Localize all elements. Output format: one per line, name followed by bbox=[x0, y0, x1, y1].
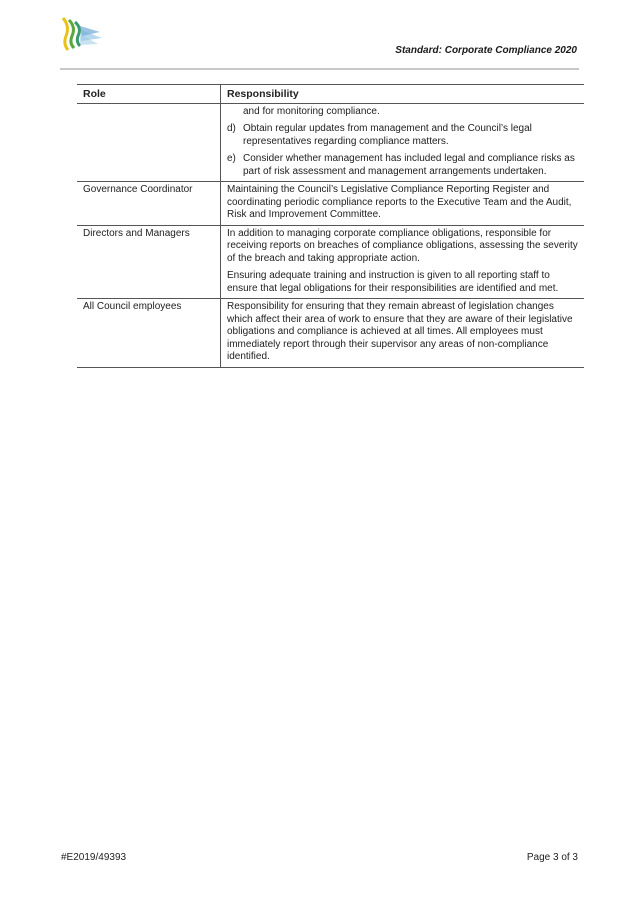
list-item bbox=[227, 153, 578, 178]
responsibility-cell bbox=[221, 103, 585, 182]
continued-text: and for monitoring compliance. bbox=[243, 105, 380, 117]
page-number: Page 3 of 3 bbox=[526, 852, 578, 863]
list-marker: d) bbox=[227, 123, 236, 134]
responsibility-text: In addition to managing corporate compliance obligations, responsible for receiving reports on breaches of compliance obligations, assessing the severity of the breach and taking appropriate action. bbox=[227, 227, 578, 264]
table-row bbox=[77, 103, 584, 182]
table-row bbox=[77, 182, 584, 226]
responsibility-table bbox=[77, 84, 584, 368]
column-header-role: Role bbox=[77, 85, 221, 104]
document-title: Standard: Corporate Compliance 2020 bbox=[395, 45, 577, 56]
council-logo-icon bbox=[60, 14, 104, 54]
responsibility-cell bbox=[221, 299, 585, 368]
responsibility-text: Maintaining the Council’s Legislative Compliance Reporting Register and coordinating periodic compliance reports to the Executive Team and the Audit, Risk and Improvement Committee. bbox=[227, 184, 572, 220]
list-text: Obtain regular updates from management and the Council’s legal representatives regarding compliance matters. bbox=[243, 123, 532, 147]
role-cell: All Council employees bbox=[77, 299, 221, 368]
responsibility-cell bbox=[221, 182, 585, 226]
role-cell: Directors and Managers bbox=[77, 225, 221, 299]
responsibility-text: Ensuring adequate training and instruction is given to all reporting staff to ensure that legal obligations for their responsibilities are identified and met. bbox=[227, 270, 559, 294]
responsibility-cell bbox=[221, 225, 585, 299]
responsibility-text: Responsibility for ensuring that they remain abreast of legislation changes which affect their area of work to ensure that they are aware of their legislative obligations and compliance is achieved at all times. All employees must immediately report through their supervisor any areas of non-compliance identified. bbox=[227, 301, 573, 362]
list-marker: e) bbox=[227, 153, 236, 164]
list-item bbox=[227, 123, 578, 148]
document-number: #E2019/49393 bbox=[61, 852, 127, 863]
list-text: Consider whether management has included legal and compliance risks as part of risk assessment and management arrangements undertaken. bbox=[243, 153, 575, 177]
column-header-responsibility: Responsibility bbox=[221, 85, 585, 104]
table-header-row bbox=[77, 85, 584, 104]
table-row bbox=[77, 299, 584, 368]
header-divider bbox=[60, 68, 579, 70]
role-cell bbox=[77, 103, 221, 182]
role-cell: Governance Coordinator bbox=[77, 182, 221, 226]
table-row bbox=[77, 225, 584, 299]
